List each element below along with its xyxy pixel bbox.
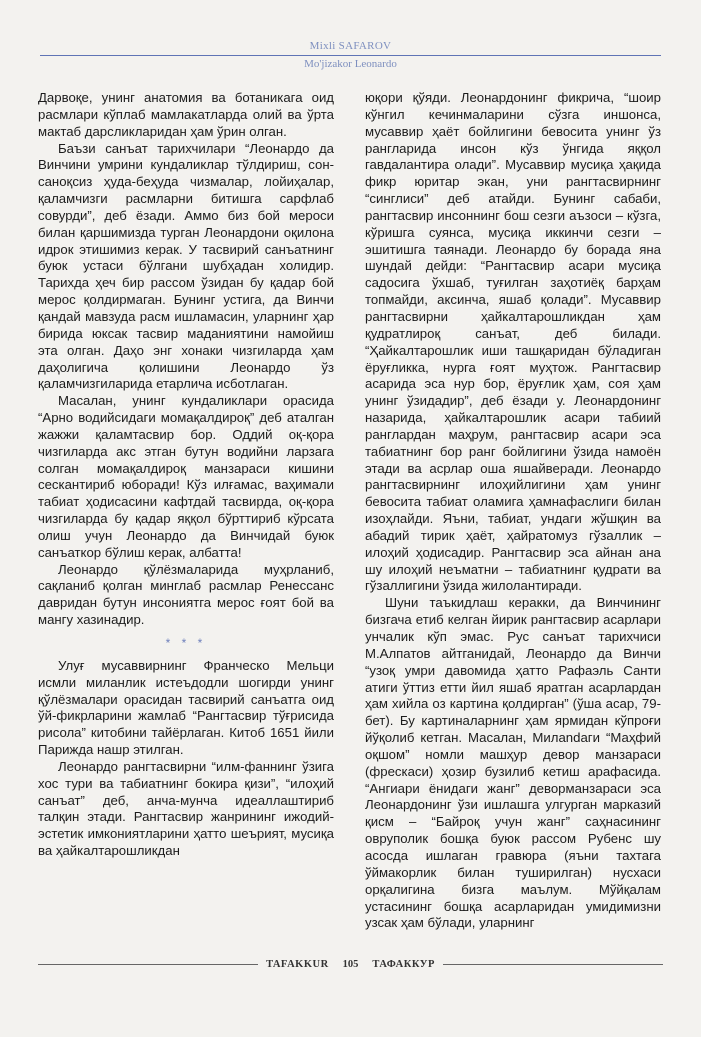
paragraph: Дарвоқе, унинг анатомия ва ботаникага оид расмлари кўплаб мамлакатларда олий ва ўрта мактаб дарсликларидан ҳам ўрин олган. bbox=[38, 90, 334, 139]
right-column bbox=[365, 90, 661, 932]
section-separator: * * * bbox=[165, 636, 207, 650]
header-divider bbox=[40, 55, 661, 56]
page-number: 105 bbox=[342, 958, 359, 970]
footer-rule-right bbox=[443, 964, 663, 965]
left-column bbox=[38, 90, 334, 860]
paragraph: юқори қўяди. Леонардонинг фикрича, “шоир кўнгил кечинмаларини сўзга иншонса, мусаввир ҳаёт бойлигини бевосита унинг ўз рангларида инсон кўз ўнгида яққол гавдалантира олади”. Мусаввир мусиқа ҳақида фикр юритар экан, уни рангтасвирнинг “синглиси” деб атайди. Бунинг сабаби, рангтасвир инсоннинг бош сезги аъзоси – кўзга, кўришга суянса, мусиқа иккинчи сезги – эшитишга таянади. Леонардо бу борада яна шундай дейди: “Рангтасвир асари мусиқа садосига ўхшаб, туғилган заҳотиёқ барҳам топмайди, аксинча, яшаб қолади”. Мусаввир рангтасвирни ҳайкалтарошликдан ҳам қудратлироқ санъат, деб билади. “Ҳайкалтарошлик иши ташқаридан бўладиган ёруғликка, нурга ғоят муҳтож. Рангтасвир асарида эса нур бор, ёруғлик ҳам, соя ҳам унинг ўзидадир”, деб ёзади у. Леонардонинг назарида, ҳайкалтарошлик асари табиий ранглардан маҳрум, рангтасвир асари эса табиатнинг бор ранг бойлигини ўзида намоён этади ва асрлар оша яшайверади. Леонардо рангтасвирнинг илоҳийлигини ҳам унинг бевосита табиат оламига ҳамнафаслиги билан изоҳлайди. Яъни, табиат, ундаги жўшқин ва абадий тирик ҳаёт, ҳайратомуз гўзаллик – илоҳий ҳодисадир. Рангтасвир эса айнан ана шу илоҳий неъматни – табиатнинг қудрати ва гўзаллигини ўзида жилолантиради. bbox=[365, 90, 661, 594]
paragraph: Леонардо қўлёзмаларида муҳрланиб, сақланиб қолган минглаб расмлар Ренессанс давридан бутун инсониятга мерос ғоят бой ва мангу хазинадир. bbox=[38, 561, 334, 628]
article-title: Mo'jizakor Leonardo bbox=[304, 58, 397, 70]
paragraph: Улуғ мусаввирнинг Франческо Мельци исмли миланлик истеъдодли шогирди унинг қўлёзмалари орасидан тасвирий санъатга оид ўй-фикрларини жамлаб “Рангтасвир тўғрисида рисола” китобини тайёрлаган. Китоб 1651 йили Парижда нашр этилган. bbox=[38, 657, 334, 758]
paragraph: Масалан, унинг кундаликлари орасида “Арно водийсидаги момақалдироқ” деб аталган жажжи қаламтасвир бор. Оддий оқ-қора чизгиларда акс этган бутун водийни ларзага солган момақалдироқ манзараси кишини сескантириб юборади! Кўз илғамас, ваҳимали табиат ҳодисасини кафтдай тасвирда, оқ-қора чизгиларда бу қадар яққол бўрттириб кўрсата олиш учун Леонардо да Винчидай буюк санъаткор бўлиш керак, албатта! bbox=[38, 393, 334, 560]
footer-journal-latin: TAFAKKUR bbox=[266, 958, 329, 970]
footer-rule-left bbox=[38, 964, 258, 965]
page-footer bbox=[38, 956, 663, 972]
footer-journal-cyrillic: ТАФАККУР bbox=[372, 958, 435, 970]
paragraph: Леонардо рангтасвирни “илм-фаннинг ўзига хос тури ва табиатнинг бокира қизи”, “илоҳий санъат” деб, анча-мунча идеаллаштириб талқин этади. Рангтасвир жанрининг ижодий-эстетик имкониятларини ҳатто шеърият, мусиқа ва ҳайкалтарошликдан bbox=[38, 758, 334, 859]
page-header bbox=[40, 40, 661, 78]
author-name: Mixli SAFAROV bbox=[309, 40, 392, 52]
paragraph: Шуни таъкидлаш керакки, да Винчининг бизгача етиб келган йирик рангтасвир асарлари унчалик кўп эмас. Рус санъат тарихчиси М.Алпатов айтганидай, Леонардо да Винчи “узоқ умри давомида ҳатто Рафаэль Санти атиги ўттиз етти йил яшаб яратган асарлардан ҳам хийла оз картина қолдирган” (ўша асар, 79-бет). Бу картиналарнинг ҳам ярмидан кўпроғи йўқолиб кетган. Масалан, Милandaги “Маҳфий оқшом” номли машҳур девор манзараси (фрескаси) ҳозир бузилиб кетиш арафасида. “Ангиари ёнидаги жанг” деворманзараси эса Леонардонинг ўзи ишлашга улгурган марказий қисм – “Байроқ учун жанг” саҳнасининг овруполик бошқа буюк рассом Рубенс шу асосда ишлаган гравюра (яъни тахтага ўймакорлик билан туширилган) нусхаси орқалигина бизга маълум. Мўйқалам устасининг бошқа асарларидан умидимизни узсак ҳам бўлади, уларнинг bbox=[365, 595, 661, 931]
paragraph: Баъзи санъат тарихчилари “Леонардо да Винчини умрини кундаликлар тўлдириш, сон-саноқсиз ҳуда-беҳуда чизмалар, лойиҳалар, қаламчизги расмларни битишга сарфлаб совурди”, деб ёзади. Аммо биз бой мероси билан қаршимизда турган Леонардони оқилона идрок этишимиз керак. У тасвирий санъатнинг буюк устаси бўлгани шубҳадан холидир. Тарихда ҳеч бир рассом ўзидан бу қадар бой мерос қолдирмаган. Бунинг устига, да Винчи қандай мавзуда расм ишламасин, уларнинг ҳар бирида юксак тасвир маданиятини намойиш эта олган. Даҳо энг хонаки чизгиларда ҳам даҳолигича қолишини Леонардо ўз қаламчизгиларида етарлича исботлаган. bbox=[38, 140, 334, 392]
